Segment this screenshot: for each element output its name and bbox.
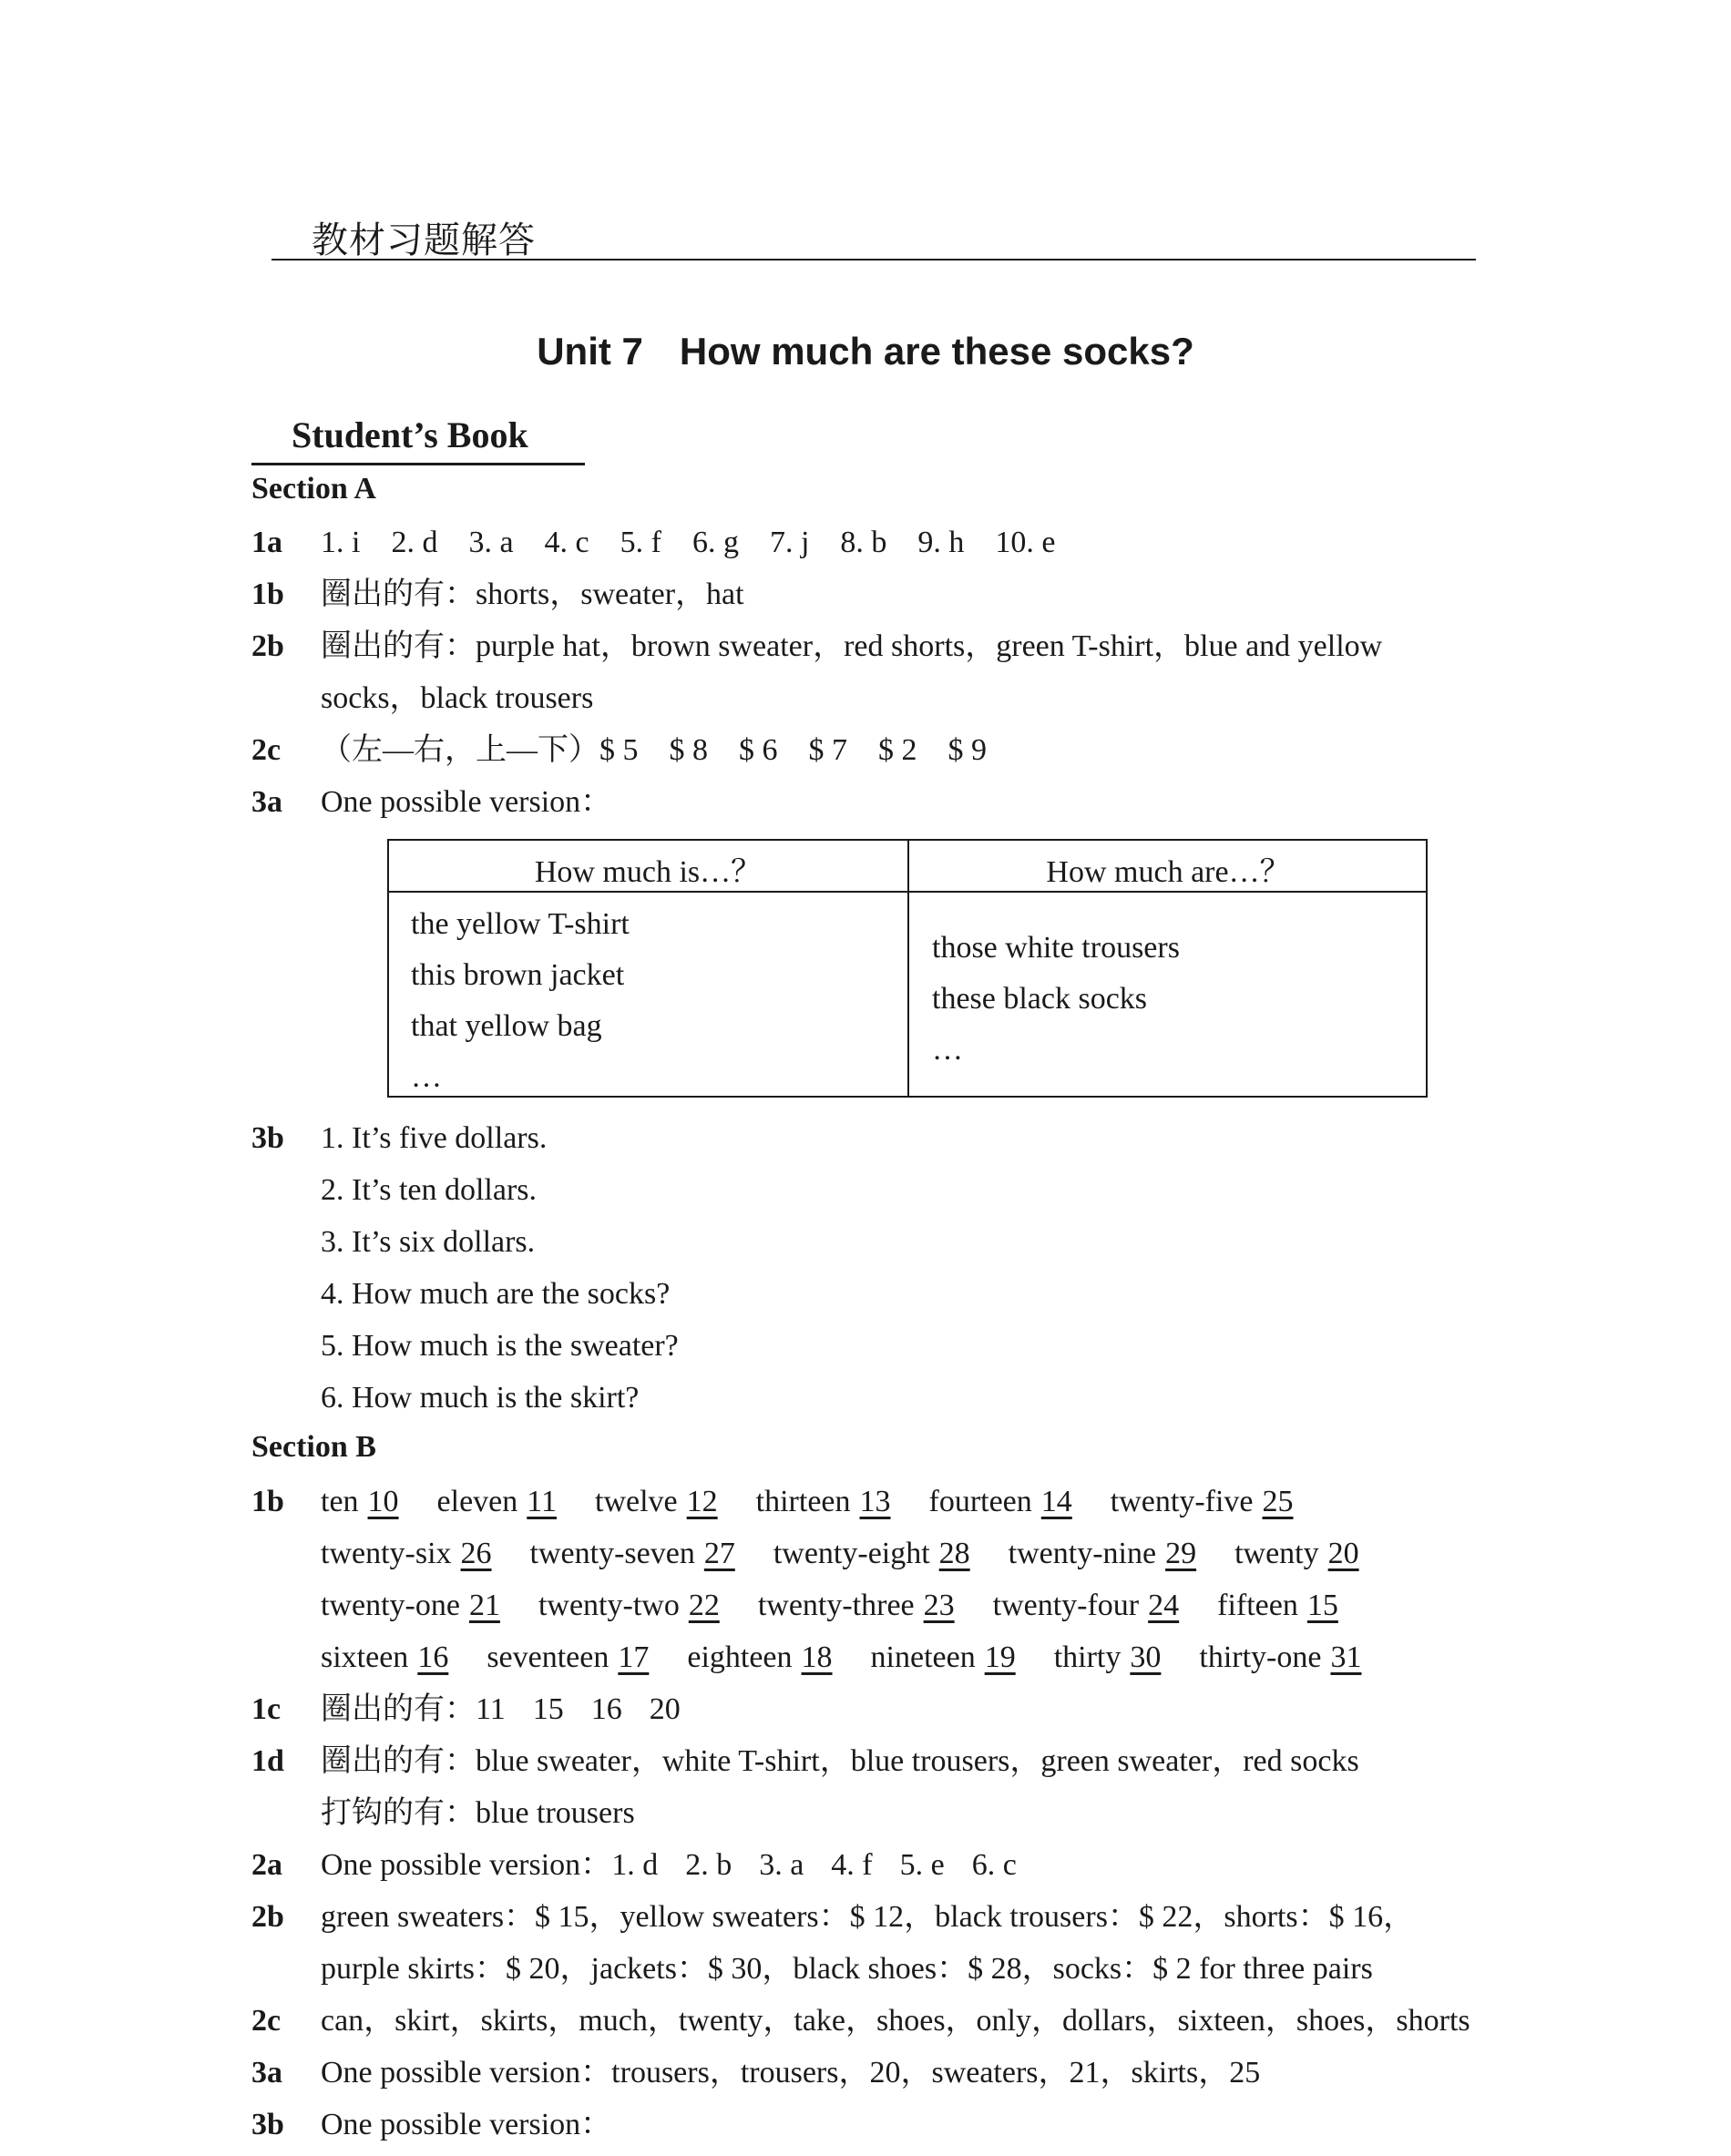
text-b-2b-line2: purple skirts：$ 20，jackets：$ 30，black shoes：$ 28，socks：$ 2 for three pairs <box>321 1952 1373 1986</box>
number-word-pair <box>1217 1586 1338 1626</box>
numbers-1c <box>321 1690 708 1730</box>
answer-1b <box>251 575 744 615</box>
number-words-row1 <box>321 1482 1332 1522</box>
label-b-3b: 3b <box>251 2108 284 2141</box>
table-item: these black socks <box>932 982 1148 1016</box>
number-value: 13 <box>859 1485 891 1518</box>
table-header-are: How much are…？ <box>1046 855 1291 889</box>
text-3b-line6: 6. How much is the skirt? <box>321 1381 640 1415</box>
number-value: 31 <box>1330 1640 1362 1674</box>
answers-1a <box>321 523 1087 563</box>
number-word: fourteen <box>928 1485 1032 1518</box>
number-word: twenty-four <box>992 1589 1140 1622</box>
label-b-2c: 2c <box>251 2004 282 2038</box>
number-word-pair <box>321 1638 448 1678</box>
number-value: 22 <box>688 1589 720 1622</box>
number-word-pair <box>1199 1638 1361 1678</box>
label-b-1d: 1d <box>251 1744 284 1778</box>
number-word-pair <box>1009 1534 1196 1574</box>
number-value: 30 <box>1130 1640 1162 1674</box>
number-value: 19 <box>984 1640 1016 1674</box>
table-header-is: How much is…？ <box>534 855 763 889</box>
text-2b-line2: socks，black trousers <box>321 681 594 715</box>
table-cell-are <box>932 923 1180 1076</box>
number-value: 28 <box>938 1537 970 1570</box>
number-word-pair <box>1111 1482 1294 1522</box>
text-3b-line3: 3. It’s six dollars. <box>321 1225 536 1259</box>
table-divider-horizontal <box>389 891 1426 893</box>
number-word-pair <box>321 1534 492 1574</box>
label-2b: 2b <box>251 629 284 663</box>
answer-item: 4. f <box>831 1848 873 1882</box>
numbers-prefix: 圈出的有： <box>321 1692 476 1726</box>
number-item: 11 <box>476 1692 506 1726</box>
text-b-2b-line1: green sweaters：$ 15，yellow sweaters：$ 12，black trousers：$ 22，shorts：$ 16， <box>321 1900 1415 1934</box>
number-word-pair <box>1234 1534 1359 1574</box>
number-word: eleven <box>436 1485 518 1518</box>
answer-b-1c <box>251 1690 708 1730</box>
answers-prefix: One possible version： <box>321 1848 612 1882</box>
number-value: 15 <box>1306 1589 1338 1622</box>
number-word-pair <box>758 1586 955 1626</box>
number-value: 21 <box>468 1589 500 1622</box>
answer-item: 4. c <box>544 526 589 559</box>
text-3a: One possible version： <box>321 785 612 819</box>
table-cell-is <box>411 899 630 1103</box>
number-value: 25 <box>1262 1485 1294 1518</box>
number-item: 15 <box>532 1692 564 1726</box>
price-item: $ 5 <box>599 733 639 767</box>
section-a-title: Section A <box>251 472 376 506</box>
number-value: 18 <box>801 1640 833 1674</box>
number-word-pair <box>1054 1638 1162 1678</box>
price-item: $ 9 <box>947 733 987 767</box>
prices-2c <box>321 731 1018 771</box>
answer-b-2a <box>251 1845 1044 1885</box>
how-much-table <box>387 839 1428 1098</box>
answer-b-3b <box>251 2105 611 2145</box>
answer-item: 5. e <box>899 1848 945 1882</box>
number-word-pair <box>487 1638 649 1678</box>
text-3b-line2: 2. It’s ten dollars. <box>321 1173 538 1207</box>
text-1b: 圈出的有：shorts，sweater，hat <box>321 577 744 611</box>
text-b-3a: One possible version：trousers，trousers，20，sweaters，21，skirts，25 <box>321 2056 1261 2090</box>
answer-b-1d <box>251 1742 1359 1782</box>
unit-question: How much are these socks? <box>679 330 1194 373</box>
label-2c: 2c <box>251 733 282 767</box>
label-b-3a: 3a <box>251 2056 282 2090</box>
text-b-2c: can，skirt，skirts，much，twenty，take，shoes，only，dollars，sixteen，shoes，shorts <box>321 2004 1470 2038</box>
number-word: twenty <box>1234 1537 1319 1570</box>
number-word: twenty-eight <box>773 1537 930 1570</box>
label-b-1c: 1c <box>251 1692 282 1726</box>
text-2b-line1: 圈出的有：purple hat，brown sweater，red shorts，green T-shirt，blue and yellow <box>321 629 1383 663</box>
number-item: 20 <box>649 1692 681 1726</box>
text-3b-line5: 5. How much is the sweater? <box>321 1329 679 1363</box>
section-b-title: Section B <box>251 1430 376 1464</box>
header-title: 教材习题解答 <box>312 220 536 261</box>
answer-b-1b <box>251 1482 1332 1522</box>
number-word: nineteen <box>870 1640 976 1674</box>
number-word-pair <box>993 1586 1180 1626</box>
answer-item: 1. d <box>611 1848 659 1882</box>
number-word-pair <box>321 1586 500 1626</box>
number-value: 12 <box>686 1485 718 1518</box>
answer-item: 1. i <box>321 526 361 559</box>
table-item: … <box>411 1060 442 1094</box>
number-word: twenty-nine <box>1008 1537 1157 1570</box>
number-value: 14 <box>1040 1485 1072 1518</box>
label-1a: 1a <box>251 526 282 559</box>
price-item: $ 8 <box>669 733 708 767</box>
label-3a: 3a <box>251 785 282 819</box>
number-word-pair <box>929 1482 1072 1522</box>
number-word: thirteen <box>755 1485 851 1518</box>
answer-1a <box>251 523 1087 563</box>
number-words-row2 <box>321 1534 1398 1574</box>
label-1b: 1b <box>251 577 284 611</box>
table-item: those white trousers <box>932 931 1180 965</box>
answer-item: 2. b <box>685 1848 732 1882</box>
table-item: the yellow T-shirt <box>411 907 630 941</box>
label-b-1b: 1b <box>251 1485 284 1518</box>
answer-b-2c <box>251 2001 1470 2041</box>
number-word: thirty <box>1053 1640 1122 1674</box>
page-header <box>271 208 1476 261</box>
label-3b: 3b <box>251 1121 284 1155</box>
number-word-pair <box>687 1638 832 1678</box>
number-words-row3 <box>321 1586 1377 1626</box>
price-item: $ 7 <box>808 733 847 767</box>
number-word: twenty-two <box>538 1589 680 1622</box>
prices-prefix: （左—右，上—下） <box>321 733 599 767</box>
number-value: 24 <box>1148 1589 1180 1622</box>
text-b-1d-line2: 打钩的有：blue trousers <box>321 1796 635 1830</box>
answer-item: 8. b <box>840 526 887 559</box>
answer-item: 3. a <box>468 526 514 559</box>
number-word-pair <box>321 1482 399 1522</box>
number-word: thirty-one <box>1199 1640 1322 1674</box>
table-item: that yellow bag <box>411 1009 602 1043</box>
price-item: $ 2 <box>878 733 917 767</box>
unit-number: Unit 7 <box>537 330 643 373</box>
number-word: eighteen <box>687 1640 793 1674</box>
answers-b-2a <box>321 1845 1044 1885</box>
answer-item: 2. d <box>391 526 438 559</box>
number-word: twenty-three <box>757 1589 915 1622</box>
answer-3b <box>251 1119 547 1159</box>
table-item: … <box>932 1033 963 1067</box>
text-b-3b: One possible version： <box>321 2108 612 2141</box>
number-word: twenty-six <box>321 1537 452 1570</box>
price-item: $ 6 <box>739 733 778 767</box>
number-value: 23 <box>923 1589 955 1622</box>
number-word: twenty-seven <box>529 1537 695 1570</box>
number-item: 16 <box>590 1692 622 1726</box>
answer-item: 3. a <box>759 1848 804 1882</box>
answer-item: 6. c <box>971 1848 1017 1882</box>
answer-b-2b <box>251 1897 1414 1937</box>
number-word: ten <box>321 1485 359 1518</box>
number-word: twenty-five <box>1110 1485 1254 1518</box>
answer-3a <box>251 782 611 823</box>
table-item: this brown jacket <box>411 958 625 992</box>
number-word-pair <box>756 1482 891 1522</box>
answer-2b <box>251 627 1382 667</box>
unit-title <box>0 330 1731 373</box>
answer-item: 9. h <box>917 526 965 559</box>
number-value: 26 <box>460 1537 492 1570</box>
book-title-text: Student’s Book <box>292 414 528 455</box>
book-title <box>251 412 585 465</box>
number-value: 10 <box>367 1485 399 1518</box>
answer-item: 5. f <box>620 526 661 559</box>
answer-item: 10. e <box>995 526 1056 559</box>
answer-item: 6. g <box>691 526 739 559</box>
number-value: 16 <box>417 1640 449 1674</box>
number-words-row4 <box>321 1638 1399 1678</box>
number-value: 17 <box>618 1640 650 1674</box>
number-word-pair <box>437 1482 557 1522</box>
label-b-2a: 2a <box>251 1848 282 1882</box>
number-word: twelve <box>595 1485 678 1518</box>
answer-item: 7. j <box>769 526 810 559</box>
number-word-pair <box>538 1586 720 1626</box>
text-3b-line4: 4. How much are the socks? <box>321 1277 671 1311</box>
number-word-pair <box>595 1482 718 1522</box>
number-word-pair <box>530 1534 735 1574</box>
number-value: 11 <box>527 1485 558 1518</box>
answer-b-3a <box>251 2053 1260 2093</box>
number-value: 29 <box>1165 1537 1197 1570</box>
number-word: fifteen <box>1217 1589 1298 1622</box>
number-value: 27 <box>703 1537 735 1570</box>
number-word-pair <box>773 1534 970 1574</box>
label-b-2b: 2b <box>251 1900 284 1934</box>
number-word: sixteen <box>321 1640 409 1674</box>
text-b-1d-line1: 圈出的有：blue sweater，white T-shirt，blue trousers，green sweater，red socks <box>321 1744 1359 1778</box>
answer-2c <box>251 731 1018 771</box>
number-word-pair <box>871 1638 1016 1678</box>
text-3b-line1: 1. It’s five dollars. <box>321 1121 548 1155</box>
number-word: seventeen <box>487 1640 609 1674</box>
number-word: twenty-one <box>321 1589 460 1622</box>
number-value: 20 <box>1327 1537 1359 1570</box>
